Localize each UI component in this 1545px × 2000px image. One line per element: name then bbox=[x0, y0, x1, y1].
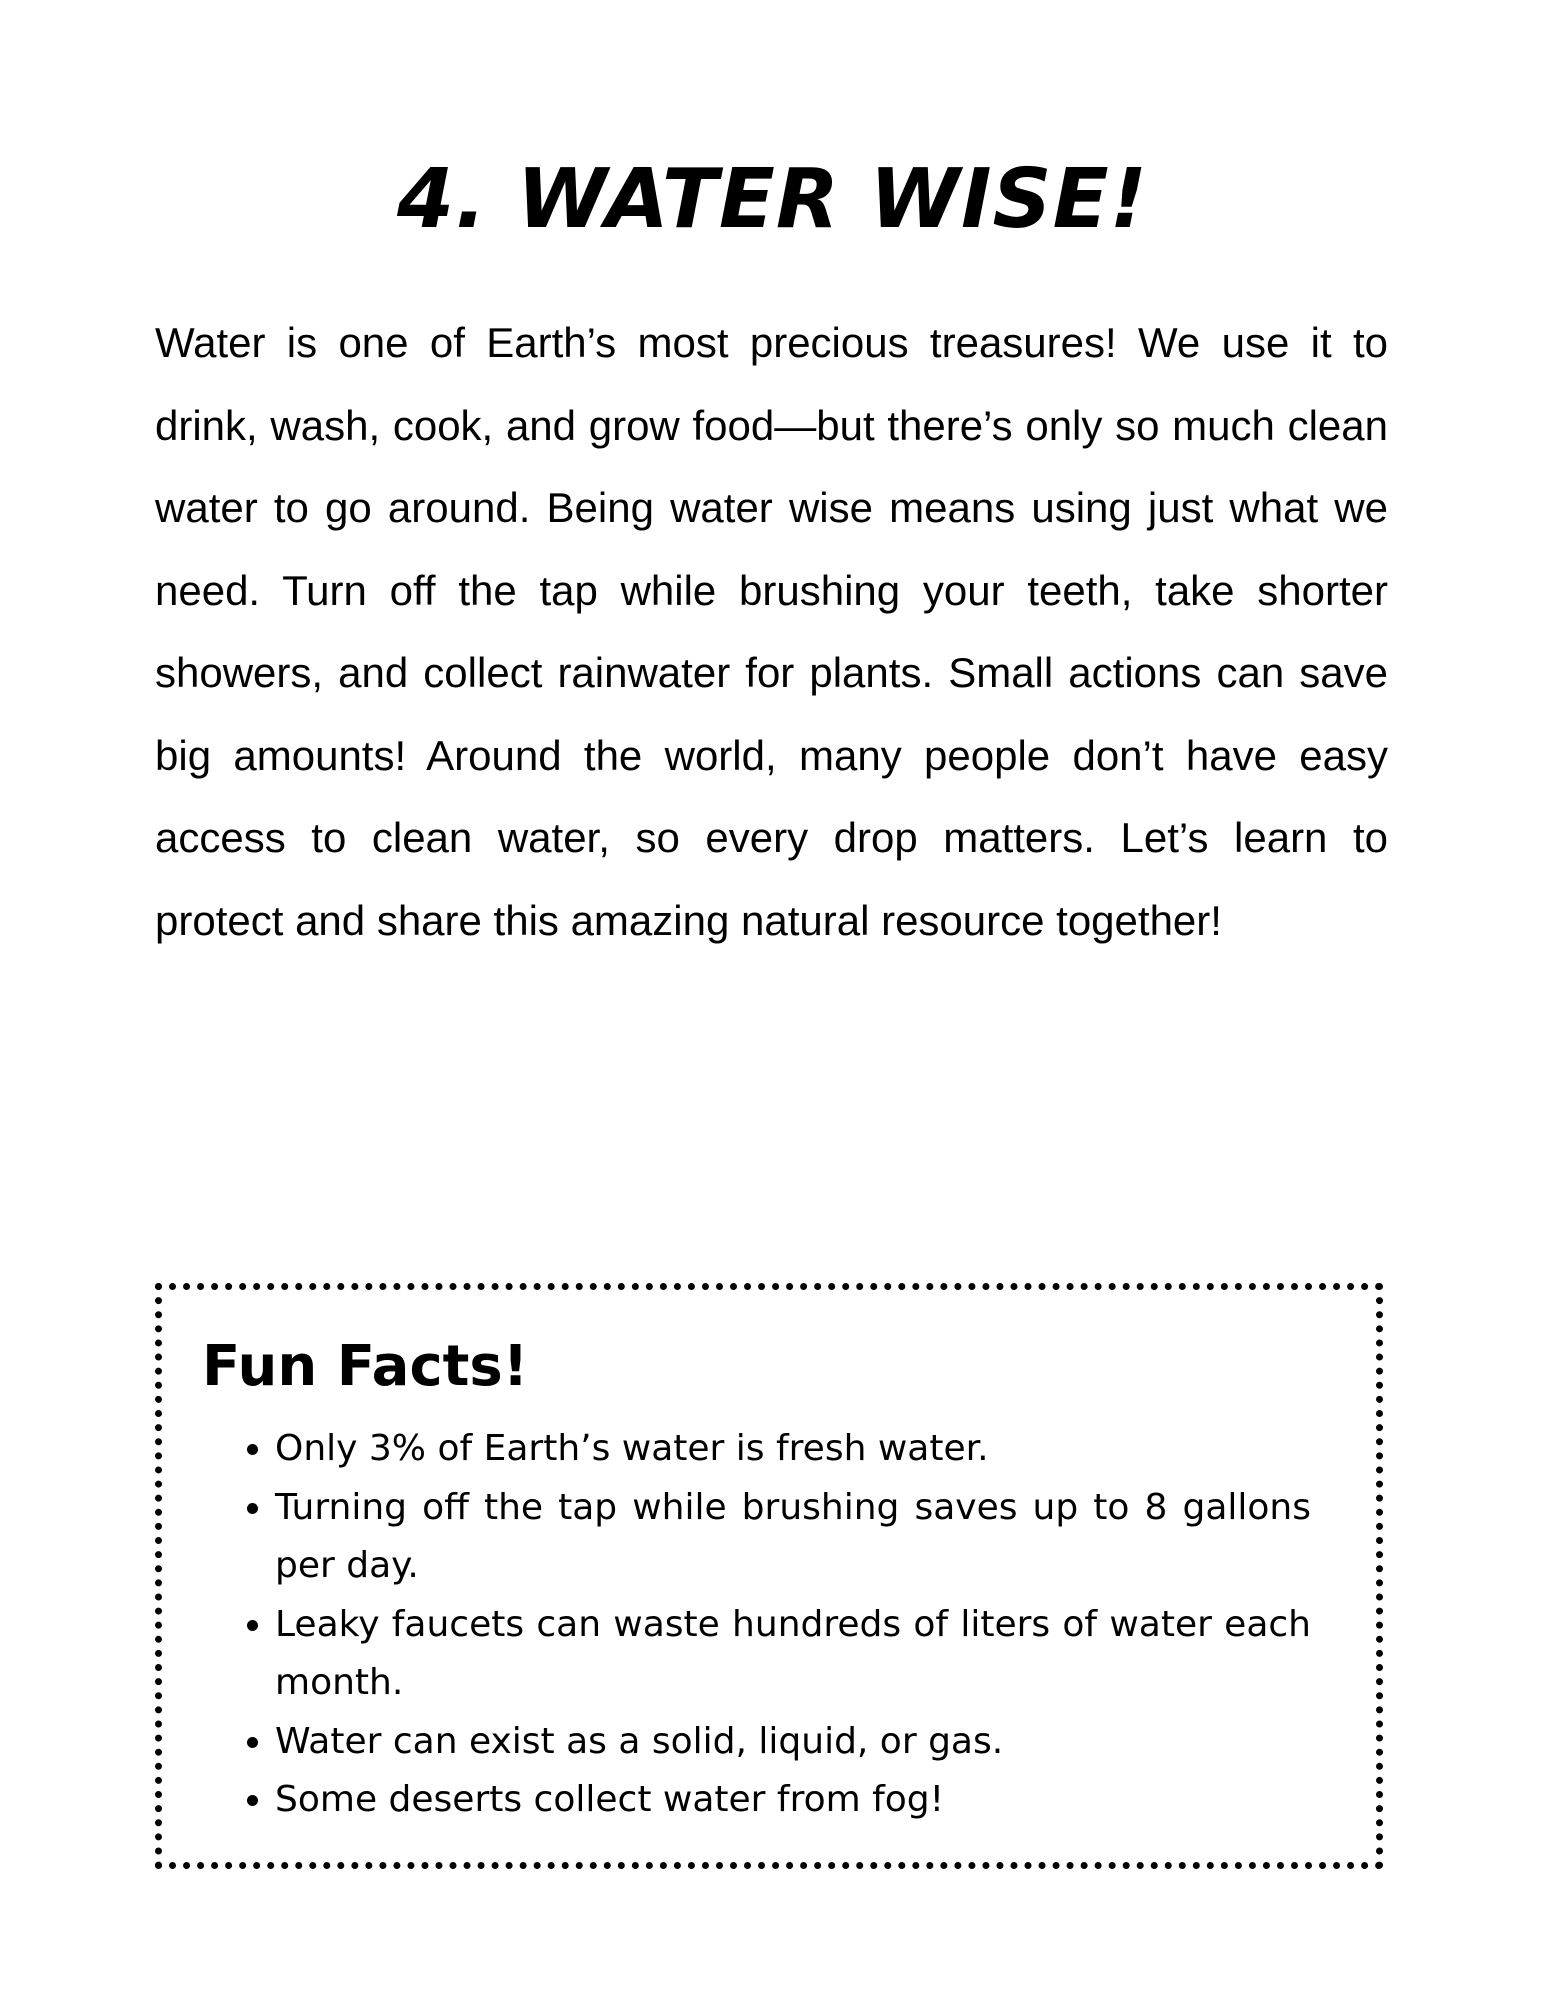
fun-fact-item: • Some deserts collect water from fog! bbox=[275, 1771, 1311, 1830]
fun-fact-item: • Water can exist as a solid, liquid, or gas. bbox=[275, 1713, 1311, 1772]
fun-fact-item: • Leaky faucets can waste hundreds of liters of water each month. bbox=[275, 1596, 1311, 1713]
fun-facts-list bbox=[242, 1420, 1311, 1830]
fun-fact-item: • Only 3% of Earth’s water is fresh water. bbox=[275, 1420, 1311, 1479]
page-title: 4. WATER WISE! bbox=[397, 152, 1148, 247]
fun-facts-box bbox=[155, 1283, 1383, 1869]
fun-facts-heading: Fun Facts! bbox=[202, 1334, 529, 1399]
fun-fact-item: • Turning off the tap while brushing saves up to 8 gallons per day. bbox=[275, 1479, 1311, 1596]
intro-paragraph: Water is one of Earth’s most precious treasures! We use it to drink, wash, cook, and grow food—but there’s only so much clean water to go around. Being water wise means using just what we need. Turn off the tap while brushing your teeth, take shorter showers, and collect rainwater for plants. Small actions can save big amounts! Around the world, many people don’t have easy access to clean water, so every drop matters. Let’s learn to protect and share this amazing natural resource together! bbox=[155, 319, 1388, 944]
